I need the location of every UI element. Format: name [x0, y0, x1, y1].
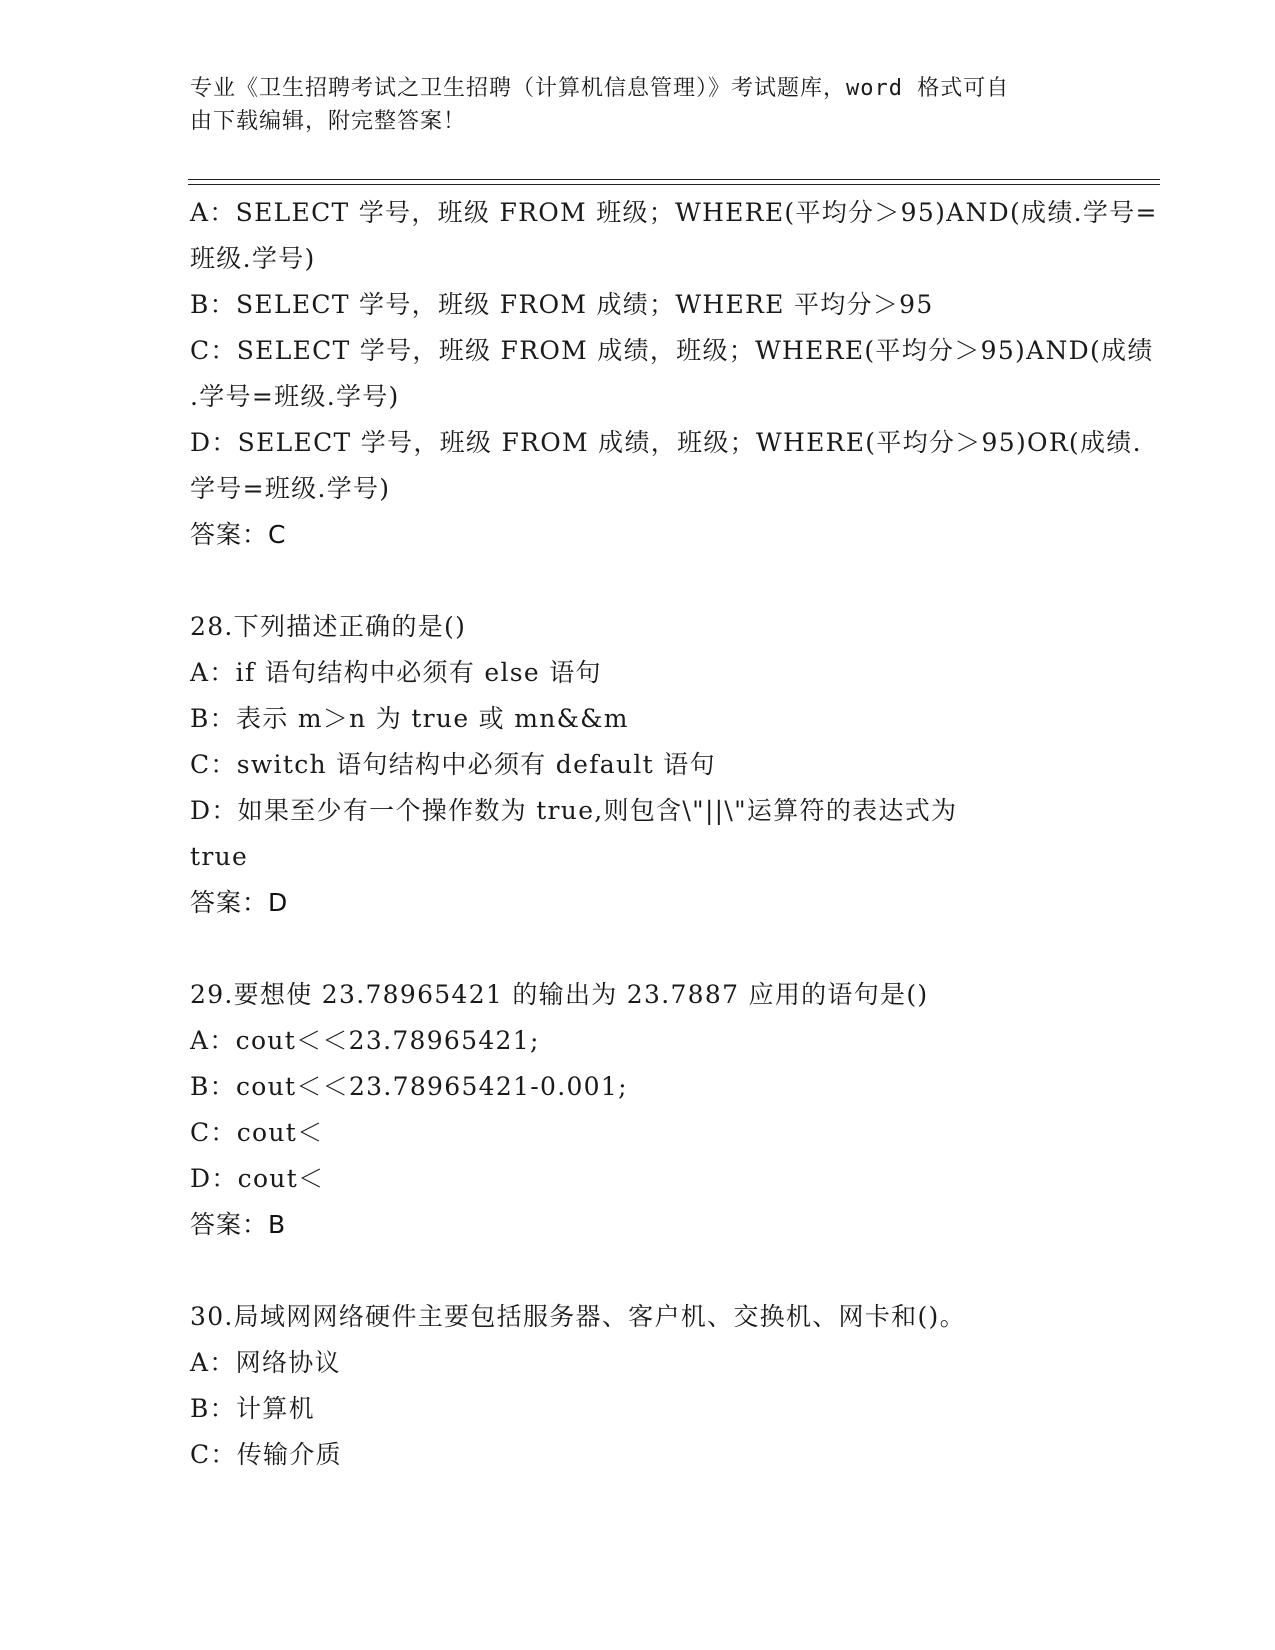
answer-line: 答案：B: [190, 1210, 287, 1239]
question-28: [190, 604, 1090, 926]
option-b: B：SELECT 学号，班级 FROM 成绩；WHERE 平均分＞95: [190, 290, 934, 319]
question-text: 29.要想使 23.78965421 的输出为 23.7887 应用的语句是(): [190, 980, 929, 1009]
option-d: D：如果至少有一个操作数为 true,则包含\"||\"运算符的表达式为: [190, 796, 958, 825]
document-body: [190, 190, 1158, 1478]
option-c: C：cout＜: [190, 1118, 324, 1147]
question-text: 30.局域网网络硬件主要包括服务器、客户机、交换机、网卡和()。: [190, 1302, 966, 1331]
option-b: B：表示 m＞n 为 true 或 mn&&m: [190, 704, 629, 733]
header-line-2: 由下载编辑，附完整答案！: [190, 109, 467, 134]
spacer: [190, 1248, 1090, 1294]
header-rule-top: [188, 179, 1160, 180]
question-29: [190, 972, 1090, 1248]
document-header: [190, 72, 1090, 138]
option-c: C：switch 语句结构中必须有 default 语句: [190, 750, 716, 779]
option-d: D：SELECT 学号，班级 FROM 成绩，班级；WHERE(平均分＞95)OR(成绩.: [190, 428, 1142, 457]
option-a: A：网络协议: [190, 1348, 341, 1377]
option-d: D：cout＜: [190, 1164, 325, 1193]
option-d-continued: 学号=班级.学号): [190, 474, 391, 503]
option-b: B：cout＜＜23.78965421-0.001;: [190, 1072, 628, 1101]
answer-line: 答案：C: [190, 520, 287, 549]
option-b: B：计算机: [190, 1394, 315, 1423]
spacer: [190, 926, 1090, 972]
option-a: A：if 语句结构中必须有 else 语句: [190, 658, 602, 687]
option-d-continued: true: [190, 842, 249, 871]
option-a: A：cout＜＜23.78965421;: [190, 1026, 540, 1055]
question-30: [190, 1294, 1090, 1478]
answer-line: 答案：D: [190, 888, 289, 917]
question-27-options: [190, 190, 1158, 558]
header-line-1: 专业《卫生招聘考试之卫生招聘（计算机信息管理）》考试题库，word 格式可自: [190, 76, 1010, 101]
question-text: 28.下列描述正确的是(): [190, 612, 467, 641]
spacer: [190, 558, 1090, 604]
option-c: C：SELECT 学号，班级 FROM 成绩，班级；WHERE(平均分＞95)AND(成绩: [190, 336, 1154, 365]
option-c: C：传输介质: [190, 1440, 342, 1469]
option-a: A：SELECT 学号，班级 FROM 班级；WHERE(平均分＞95)AND(成绩.学号=: [190, 198, 1158, 227]
header-rule-bottom: [188, 184, 1160, 185]
option-a-continued: 班级.学号): [190, 244, 316, 273]
option-c-continued: .学号=班级.学号): [190, 382, 400, 411]
